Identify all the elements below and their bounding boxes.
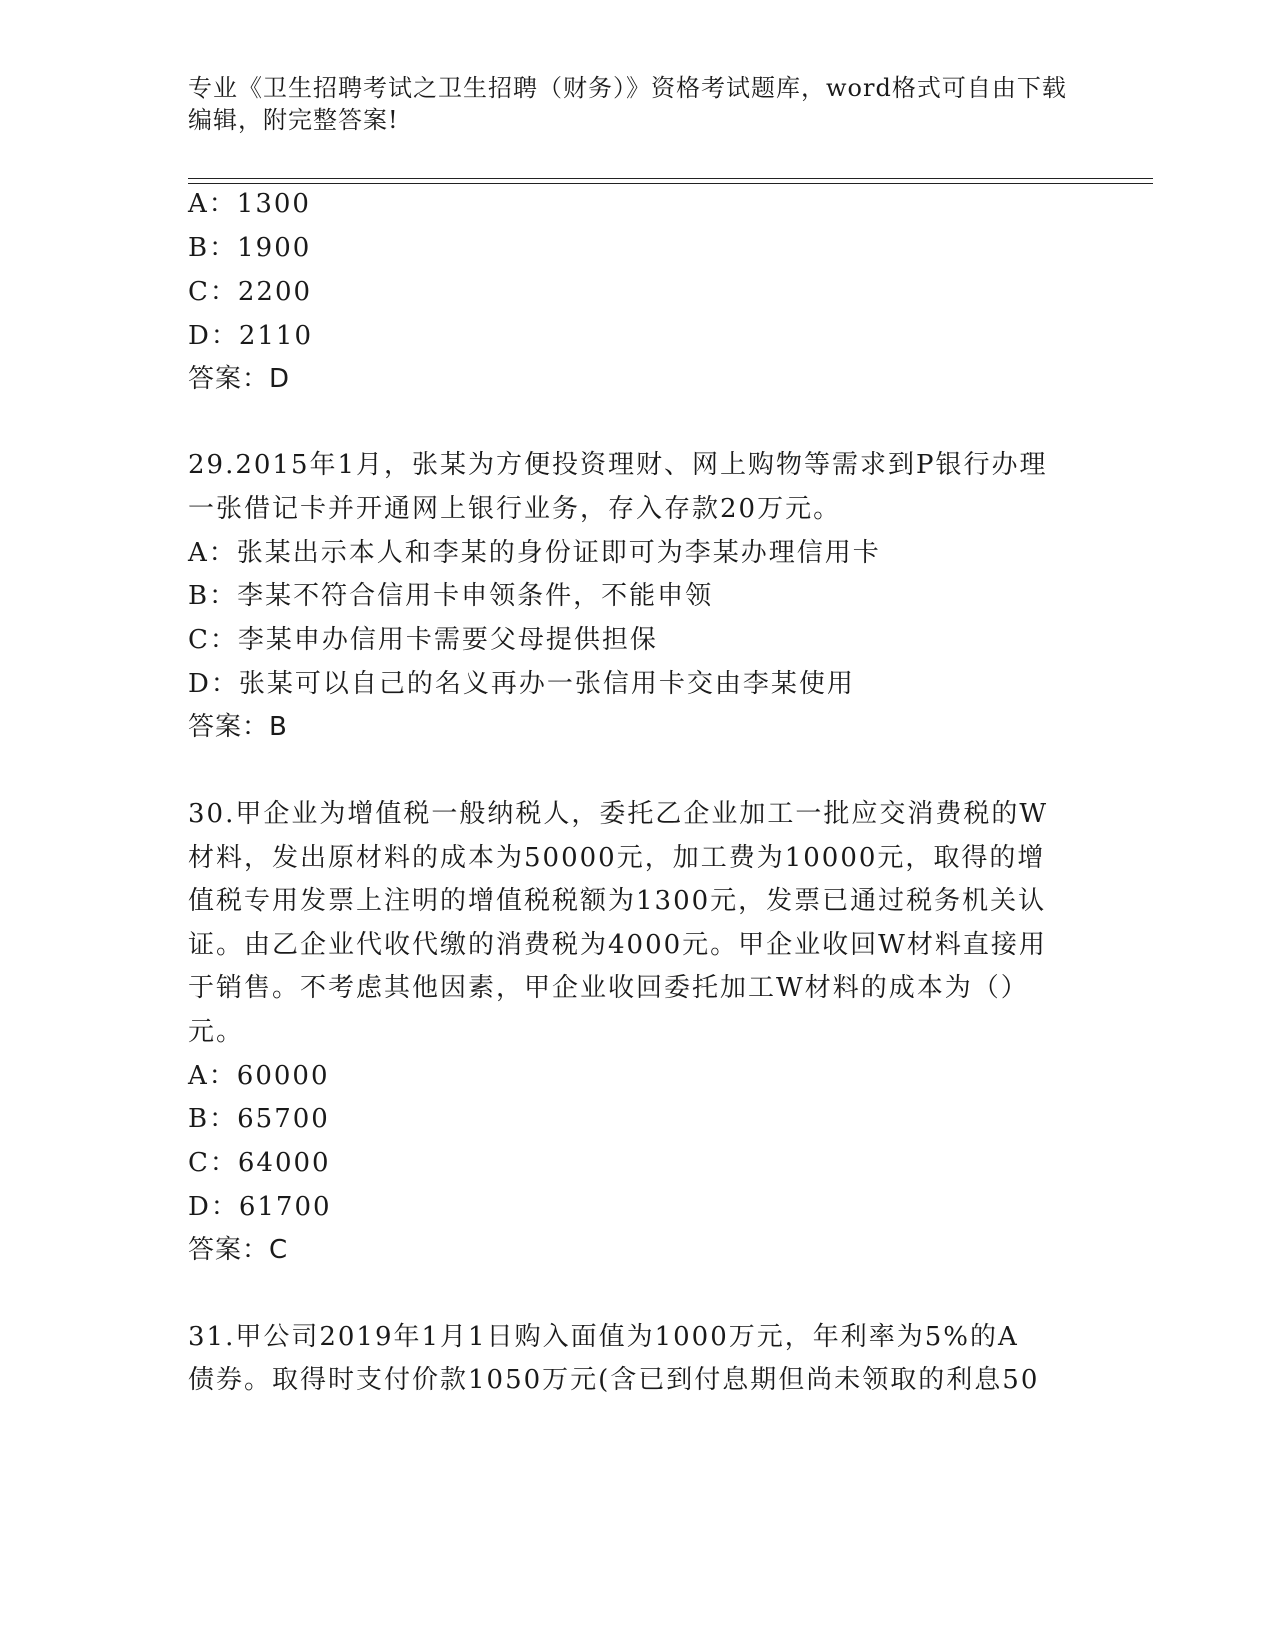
- q28-option-c: C：2200: [188, 277, 313, 307]
- q30-stem-line-4: 证。由乙企业代收代缴的消费税为4000元。甲企业收回W材料直接用: [188, 930, 1047, 960]
- q30-option-a: A：60000: [188, 1061, 330, 1091]
- q30-answer: 答案：C: [188, 1235, 289, 1265]
- q30-stem-line-2: 材料，发出原材料的成本为50000元，加工费为10000元，取得的增: [188, 843, 1046, 873]
- q29-stem-line-2: 一张借记卡并开通网上银行业务，存入存款20万元。: [188, 494, 842, 524]
- q30-stem-line-3: 值税专用发票上注明的增值税税额为1300元，发票已通过税务机关认: [188, 886, 1047, 916]
- document-header: [188, 72, 1088, 136]
- header-line-2: 编辑，附完整答案!: [188, 106, 399, 134]
- q30-stem-line-5: 于销售。不考虑其他因素，甲企业收回委托加工W材料的成本为（）: [188, 973, 1029, 1003]
- q29-option-d: D：张某可以自己的名义再办一张信用卡交由李某使用: [188, 669, 855, 699]
- q30-option-b: B：65700: [188, 1104, 330, 1134]
- q28-option-a: A：1300: [188, 189, 311, 219]
- q29-answer: 答案：B: [188, 712, 288, 742]
- q30-stem-line-6: 元。: [188, 1017, 245, 1047]
- q30-option-c: C：64000: [188, 1148, 331, 1178]
- q29-option-a: A：张某出示本人和李某的身份证即可为李某办理信用卡: [188, 538, 881, 568]
- q30-stem-line-1: 30.甲企业为增值税一般纳税人，委托乙企业加工一批应交消费税的W: [188, 799, 1049, 829]
- q29-option-b: B：李某不符合信用卡申领条件，不能申领: [188, 581, 714, 611]
- q31-stem-line-1: 31.甲公司2019年1月1日购入面值为1000万元，年利率为5%的A: [188, 1322, 1019, 1352]
- q29-stem-line-1: 29.2015年1月，张某为方便投资理财、网上购物等需求到P银行办理: [188, 450, 1048, 480]
- header-divider-bottom: [188, 183, 1153, 184]
- header-line-1: 专业《卫生招聘考试之卫生招聘（财务）》资格考试题库，word格式可自由下载: [188, 74, 1067, 102]
- q29-option-c: C：李某申办信用卡需要父母提供担保: [188, 625, 658, 655]
- q28-answer: 答案：D: [188, 364, 291, 394]
- q28-option-d: D：2110: [188, 321, 314, 351]
- header-divider-top: [188, 178, 1153, 179]
- q28-option-b: B：1900: [188, 233, 312, 263]
- q31-stem-line-2: 债券。取得时支付价款1050万元(含已到付息期但尚未领取的利息50: [188, 1365, 1040, 1395]
- q30-option-d: D：61700: [188, 1192, 332, 1222]
